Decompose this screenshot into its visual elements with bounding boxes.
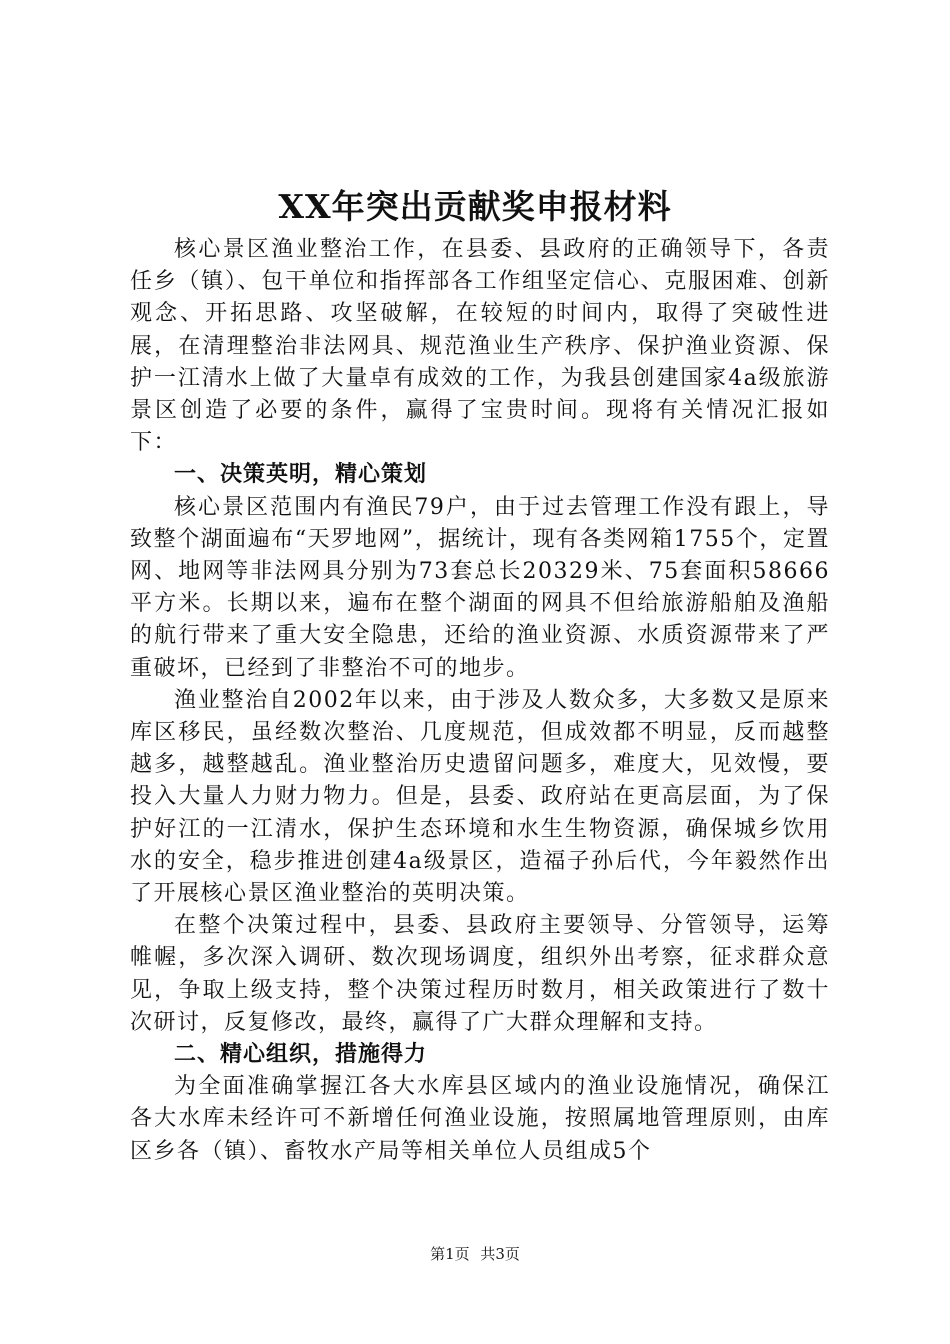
page-footer (0, 1244, 950, 1264)
document-title: XX年突出贡献奖申报材料 (278, 187, 672, 226)
document-body (130, 234, 830, 1168)
paragraph: 核心景区范围内有渔民79户，由于过去管理工作没有跟上，导致整个湖面遍布“天罗地网”，据统计，现有各类网箱1755个，定置网、地网等非法网具分别为73套总长20329米、75套面积58666平方米。长期以来，遍布在整个湖面的网具不但给旅游船舶及渔船的航行带来了重大安全隐患，还给的渔业资源、水质资源带来了严重破坏，已经到了非整治不可的地步。 (130, 494, 830, 681)
paragraph: 为全面准确掌握江各大水库县区域内的渔业设施情况，确保江各大水库未经许可不新增任何渔业设施，按照属地管理原则，由库区乡各（镇）、畜牧水产局等相关单位人员组成5个 (130, 1074, 830, 1164)
page-number: 第1页 (430, 1245, 470, 1263)
paragraph-intro: 核心景区渔业整治工作，在县委、县政府的正确领导下，各责任乡（镇）、包干单位和指挥部各工作组坚定信心、克服困难、创新观念、开拓思路、攻坚破解，在较短的时间内，取得了突破性进展，在清理整治非法网具、规范渔业生产秩序、保护渔业资源、保护一江清水上做了大量卓有成效的工作，为我县创建国家4a级旅游景区创造了必要的条件，赢得了宝贵时间。现将有关情况汇报如下： (130, 237, 830, 456)
paragraph: 渔业整治自2002年以来，由于涉及人数众多，大多数又是原来库区移民，虽经数次整治、几度规范，但成效都不明显，反而越整越多，越整越乱。渔业整治历史遗留问题多，难度大，见效慢，要投入大量人力财力物力。但是，县委、政府站在更高层面，为了保护好江的一江清水，保护生态环境和水生生物资源，确保城乡饮用水的安全，稳步推进创建4a级景区，造福子孙后代，今年毅然作出了开展核心景区渔业整治的英明决策。 (130, 687, 830, 907)
paragraph: 在整个决策过程中，县委、县政府主要领导、分管领导，运筹帷幄，多次深入调研、数次现场调度，组织外出考察，征求群众意见，争取上级支持，整个决策过程历时数月，相关政策进行了数十次研讨，反复修改，最终，赢得了广大群众理解和支持。 (130, 913, 830, 1035)
section-heading-1: 一、决策英明，精心策划 (174, 462, 428, 488)
section-heading-2: 二、精心组织，措施得力 (174, 1042, 428, 1068)
page-total: 共3页 (480, 1245, 520, 1263)
